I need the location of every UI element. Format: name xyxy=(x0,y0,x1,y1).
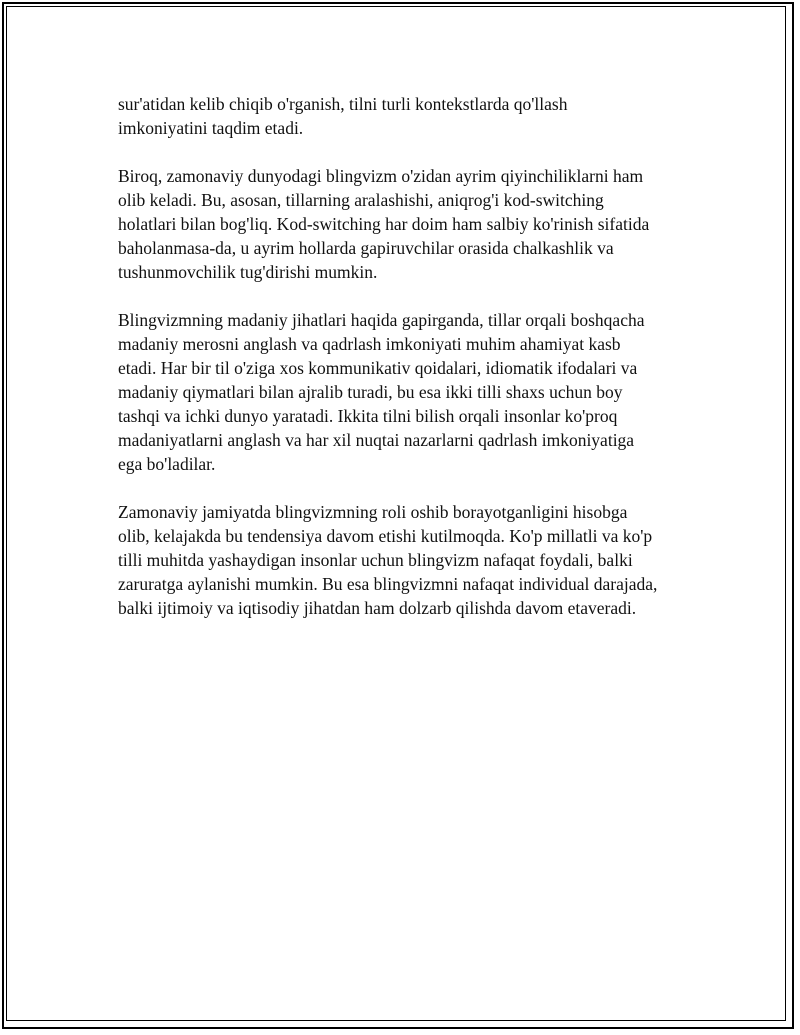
text-line: holatlari bilan bog'liq. Kod-switching har doim ham salbiy ko'rinish sifatida xyxy=(118,214,650,234)
paragraph-4 xyxy=(118,500,688,620)
text-line: tilli muhitda yashaydigan insonlar uchun blingvizm nafaqat foydali, balki xyxy=(118,550,633,570)
text-line: madaniyatlarni anglash va har xil nuqtai nazarlarni qadrlash imkoniyatiga xyxy=(118,430,635,450)
text-line: ega bo'ladilar. xyxy=(118,454,216,474)
text-line: madaniy merosni anglash va qadrlash imkoniyati muhim ahamiyat kasb xyxy=(118,334,621,354)
text-line: imkoniyatini taqdim etadi. xyxy=(118,118,304,138)
paragraph-3 xyxy=(118,308,688,476)
paragraph-1 xyxy=(118,92,688,140)
text-line: zaruratga aylanishi mumkin. Bu esa blingvizmni nafaqat individual darajada, xyxy=(118,574,658,594)
text-line: etadi. Har bir til o'ziga xos kommunikativ qoidalari, idiomatik ifodalari va xyxy=(118,358,638,378)
paragraph-2 xyxy=(118,164,688,284)
text-line: Biroq, zamonaviy dunyodagi blingvizm o'zidan ayrim qiyinchiliklarni ham xyxy=(118,166,644,186)
text-line: tushunmovchilik tug'dirishi mumkin. xyxy=(118,262,378,282)
text-line: sur'atidan kelib chiqib o'rganish, tilni turli kontekstlarda qo'llash xyxy=(118,94,568,114)
text-line: balki ijtimoiy va iqtisodiy jihatdan ham dolzarb qilishda davom etaveradi. xyxy=(118,598,637,618)
document-body xyxy=(118,92,688,644)
text-line: madaniy qiymatlari bilan ajralib turadi, bu esa ikki tilli shaxs uchun boy xyxy=(118,382,623,402)
text-line: tashqi va ichki dunyo yaratadi. Ikkita tilni bilish orqali insonlar ko'proq xyxy=(118,406,618,426)
text-line: Zamonaviy jamiyatda blingvizmning roli oshib borayotganligini hisobga xyxy=(118,502,628,522)
text-line: baholanmasa-da, u ayrim hollarda gapiruvchilar orasida chalkashlik va xyxy=(118,238,614,258)
text-line: olib keladi. Bu, asosan, tillarning aralashishi, aniqrog'i kod-switching xyxy=(118,190,604,210)
text-line: olib, kelajakda bu tendensiya davom etishi kutilmoqda. Ko'p millatli va ko'p xyxy=(118,526,653,546)
text-line: Blingvizmning madaniy jihatlari haqida gapirganda, tillar orqali boshqacha xyxy=(118,310,645,330)
